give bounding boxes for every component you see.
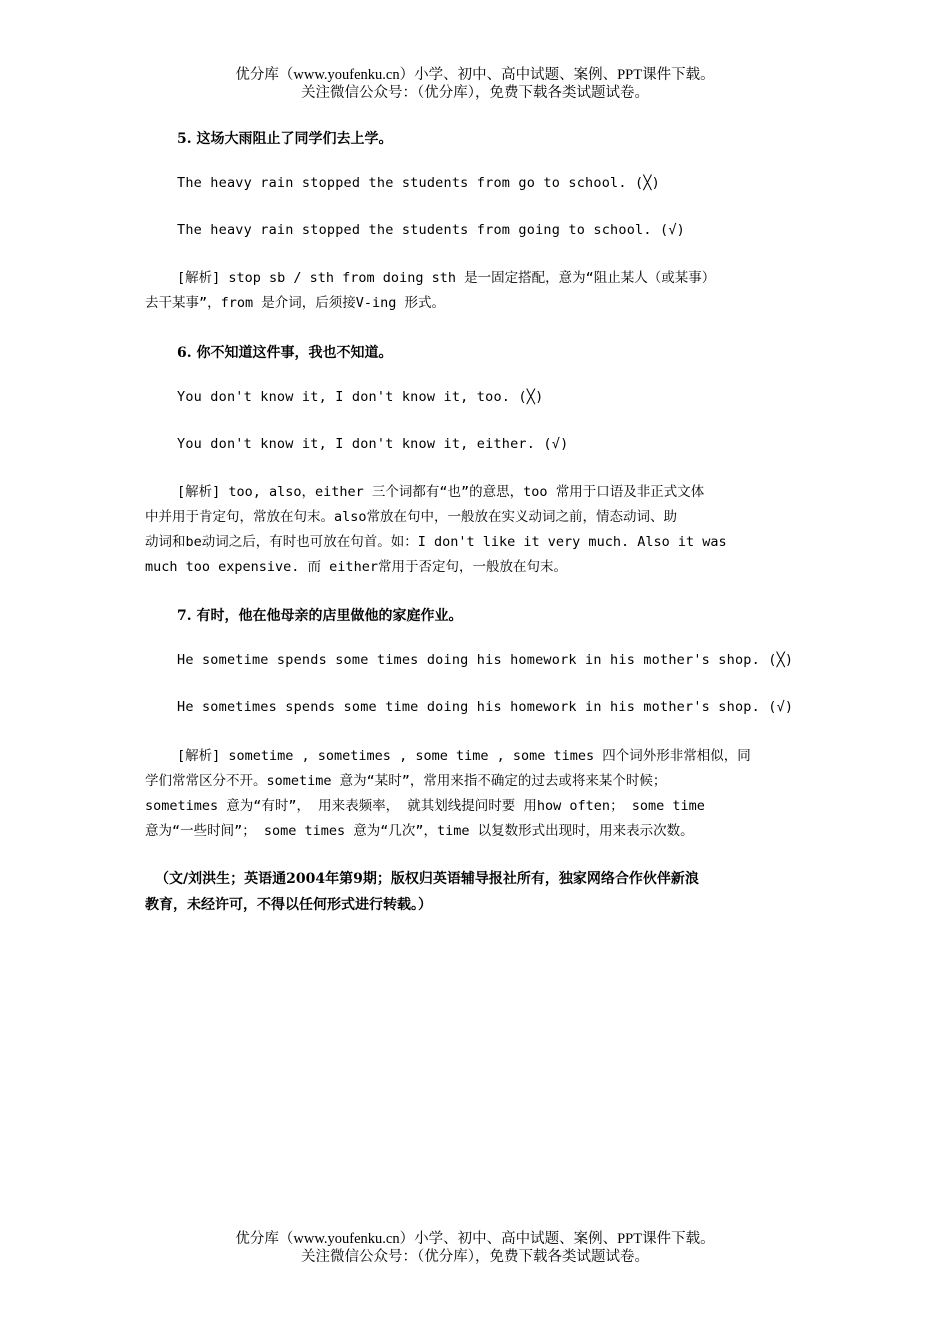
example-6-wrong: You don't know it, I don't know it, too. (╳) <box>177 389 544 405</box>
question-6: 6. 你不知道这件事，我也不知道。 <box>177 345 393 361</box>
analysis-6 <box>145 480 820 580</box>
copyright-line-2: 教育，未经许可，不得以任何形式进行转载。） <box>145 897 432 913</box>
copyright-note <box>145 866 825 918</box>
analysis-7-line-1: [解析] sometime , sometimes , some time , some times 四个词外形非常相似，同 <box>177 748 751 764</box>
example-5-wrong: The heavy rain stopped the students from go to school. (╳) <box>177 175 661 191</box>
analysis-6-line-2: 中并用于肯定句，常放在句末。also常放在句中，一般放在实义动词之前，情态动词、助 <box>145 509 678 525</box>
analysis-6-line-3: 动词和be动词之后，有时也可放在句首。如：I don't like it very much. Also it was <box>145 534 727 550</box>
page-footer <box>0 1230 950 1266</box>
example-7-wrong: He sometime spends some times doing his homework in his mother's shop. (╳) <box>177 652 794 668</box>
header-line-1: 优分库（www.youfenku.cn）小学、初中、高中试题、案例、PPT课件下载。 <box>235 67 715 83</box>
copyright-line-1: （文/刘洪生；英语通2004年第9期；版权归英语辅导报社所有，独家网络合作伙伴新浪 <box>155 871 699 887</box>
analysis-5-line-1: [解析] stop sb / sth from doing sth 是一固定搭配，意为“阻止某人（或某事） <box>177 270 716 286</box>
footer-line-2: 关注微信公众号：（优分库），免费下载各类试题试卷。 <box>301 1249 649 1265</box>
page-header <box>0 66 950 102</box>
analysis-5 <box>145 266 820 316</box>
question-7: 7. 有时，他在他母亲的店里做他的家庭作业。 <box>177 608 463 624</box>
header-line-2: 关注微信公众号：（优分库），免费下载各类试题试卷。 <box>301 85 649 101</box>
analysis-6-line-1: [解析] too, also，either 三个词都有“也”的意思，too 常用于口语及非正式文体 <box>177 484 705 500</box>
analysis-7-line-2: 学们常常区分不开。sometime 意为“某时”，常用来指不确定的过去或将来某个时候； <box>145 773 667 789</box>
analysis-7 <box>145 744 820 844</box>
footer-line-1: 优分库（www.youfenku.cn）小学、初中、高中试题、案例、PPT课件下载。 <box>235 1231 715 1247</box>
analysis-5-line-2: 去干某事”，from 是介词，后须接V-ing 形式。 <box>145 295 446 311</box>
analysis-7-line-4: 意为“一些时间”； some times 意为“几次”，time 以复数形式出现时，用来表示次数。 <box>145 823 694 839</box>
analysis-6-line-4: much too expensive. 而 either常用于否定句，一般放在句末。 <box>145 559 567 575</box>
question-5: 5. 这场大雨阻止了同学们去上学。 <box>177 131 393 147</box>
example-6-correct: You don't know it, I don't know it, either. (√) <box>177 436 569 452</box>
example-5-correct: The heavy rain stopped the students from going to school. (√) <box>177 222 685 238</box>
analysis-7-line-3: sometimes 意为“有时”， 用来表频率， 就其划线提问时要 用how often； some time <box>145 798 705 814</box>
example-7-correct: He sometimes spends some time doing his homework in his mother's shop. (√) <box>177 699 794 715</box>
